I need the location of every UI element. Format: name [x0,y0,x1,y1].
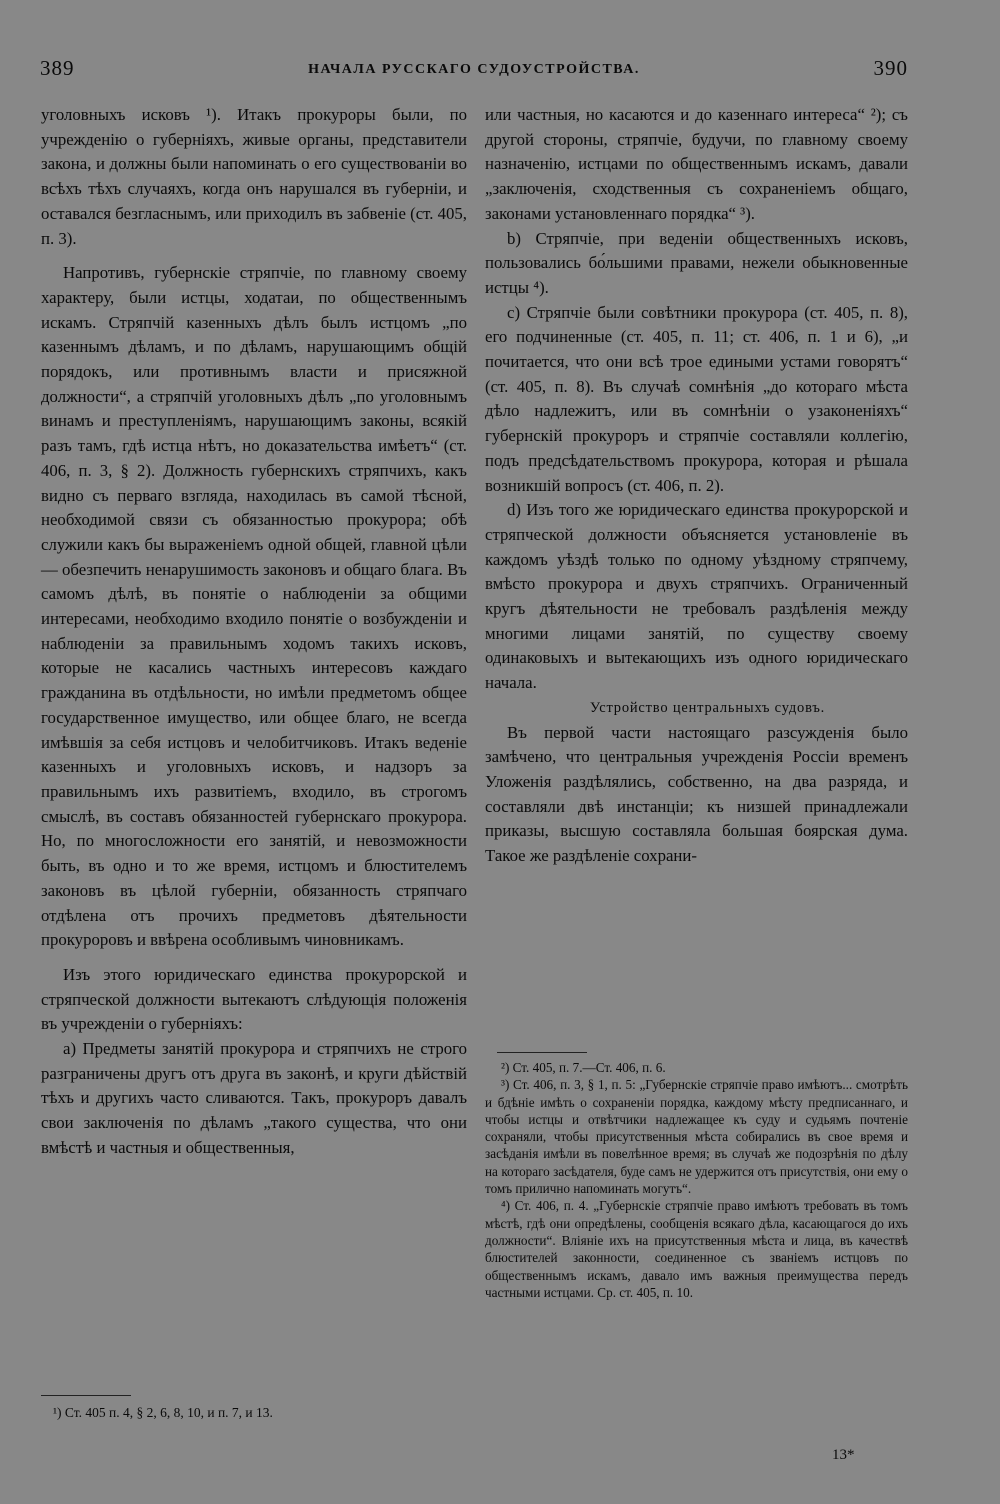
footnote-2: ²) Ст. 405, п. 7.—Ст. 406, п. 6. [501,1060,666,1075]
page-header [40,56,908,86]
page-number-right: 390 [873,56,908,80]
footnote-1: ¹) Ст. 405 п. 4, § 2, 6, 8, 10, и п. 7, и 13. [53,1405,273,1420]
paragraph: Въ первой части настоящаго разсужденія было замѣчено, что центральныя учрежденія Россіи временъ Уложенія раздѣлялись, собственно, на два разряда, и составляли двѣ инстанціи; къ низшей принадлежали приказы, высшую составляла большая боярская дума. Такое же раздѣленіе сохрани- [485,722,908,866]
section-heading: Устройство центральныхъ судовъ. [589,699,826,716]
paragraph: Напротивъ, губернскіе стряпчіе, по главному своему характеру, были истцы, ходатаи, по общественнымъ искамъ. Стряпчій казенныхъ дѣлъ былъ истцомъ „по казеннымъ дѣламъ, и по дѣламъ, нарушающимъ общій порядокъ, или противнымъ власти и присяжной должности“, а стряпчій уголовныхъ дѣлъ „по уголовнымъ винамъ и преступленіямъ, нарушающимъ законы, всякій разъ тамъ, гдѣ истца нѣтъ, но доказательства имѣетъ“ (ст. 406, п. 3, § 2). Должность губернскихъ стряпчихъ, какъ видно съ перваго взгляда, находилась въ самой тѣсной, необходимой связи съ обязанностью прокурора; обѣ служили какъ бы выраженіемъ одной общей, главной цѣли — обезпечить ненарушимость законовъ и общаго блага. Въ самомъ дѣлѣ, въ понятіе о наблюденіи за общими интересами, необходимо входило понятіе о возбужденіи и наблюденіи за правильнымъ ходомъ такихъ исковъ, которые не касались частныхъ интересовъ каждаго гражданина въ отдѣльности, но имѣли предметомъ общее государственное имущество, или общее благо, не всегда имѣвшія за себя истцовъ и челобитчиковъ. Итакъ веденіе казенныхъ и уголовныхъ исковъ, и надзоръ за правильнымъ ихъ развитіемъ, входило, въ строгомъ смыслѣ, въ составъ обязанностей губернскаго прокурора. Но, по многосложности его занятій, и невозможности быть, въ одно и то же время, истцомъ и блюстителемъ законовъ въ цѣлой губерніи, обязанность стряпчаго отдѣлена отъ прочихъ предметовъ дѣятельности прокуроровъ и ввѣрена особливымъ чиновникамъ. [41,263,467,950]
footnote-4: ⁴) Ст. 406, п. 4. „Губернскіе стряпчіе право имѣютъ требовать въ томъ мѣстѣ, гдѣ они опредѣлены, сообщенія всякаго дѣла, касающагося до ихъ должности“. Вліяніе ихъ на присутственныя мѣста и лица, въ качествѣ блюстителей законности, соединенное съ званіемъ истцовъ по общественнымъ искамъ, давало имъ важныя преимущества передъ частными истцами. Ср. ст. 405, п. 10. [485,1198,908,1300]
left-column [41,103,467,1161]
page-number-left: 389 [40,56,75,80]
paragraph: Изъ этого юридическаго единства прокурорской и стряпческой должности вытекаютъ слѣдующія положенія въ учрежденіи о губерніяхъ: [41,964,467,1034]
right-footnotes [485,1052,908,1301]
running-title: НАЧАЛА РУССКАГО СУДОУСТРОЙСТВА. [308,62,640,77]
footnote-3: ³) Ст. 406, п. 3, § 1, п. 5: „Губернскіе стряпчіе право имѣютъ... смотрѣть и бдѣніе имѣть о сохраненіи порядка, каждому мѣсту предписаннаго, и чтобы истцы и отвѣтчики надлежащее къ суду и судьямъ почтеніе сохраняли, чтобы присутственныя мѣста собирались въ свое время и засѣданія имѣли въ повелѣнное время; въ случаѣ же подозрѣнія по дѣлу на котораго засѣдателя, буде самъ не удержится отъ присутствія, они ему о томъ прилично напоминать могутъ“. [485,1077,908,1197]
paragraph: b) Стряпчіе, при веденіи общественныхъ исковъ, пользовались бо́льшими правами, нежели обыкновенные истцы ⁴). [485,228,908,297]
paragraph: d) Изъ того же юридическаго единства прокурорской и стряпческой должности объясняется установленіе въ каждомъ уѣздѣ только по одному уѣздному стряпчему, вмѣсто прокурора и двухъ стряпчихъ. Ограниченный кругъ дѣятельности не требовалъ раздѣленія между многими лицами занятій, по существу своему одинаковыхъ и вытекающихъ изъ одного юридическаго начала. [485,500,908,693]
paragraph: или частныя, но касаются и до казеннаго интереса“ ²); съ другой стороны, стряпчіе, будучи, по главному своему назначенію, истцами по общественнымъ искамъ, давали „заключенія, сходственныя съ сохраненіемъ общаго, законами установленнаго порядка“ ³). [485,105,908,223]
right-column [485,103,908,869]
footnote-rule [41,1395,131,1396]
footnote-rule [497,1052,587,1053]
paragraph: уголовныхъ исковъ ¹). Итакъ прокуроры были, по учрежденію о губерніяхъ, живые органы, представители закона, и должны были напоминать о его существованіи во всѣхъ тѣхъ случаяхъ, когда онъ нарушался въ губерніи, и оставался безгласнымъ, или приходилъ въ забвеніе (ст. 405, п. 3). [41,105,467,248]
paragraph: c) Стряпчіе были совѣтники прокурора (ст. 405, п. 8), его подчиненные (ст. 405, п. 11; ст. 406, п. 1 и 6), „и почитается, что они всѣ трое едиными устами говорятъ“ (ст. 405, п. 8). Въ случаѣ сомнѣнія „до котораго мѣста дѣло надлежитъ, или въ сомнѣніи о узаконеніяхъ“ губернскій прокуроръ и стряпчіе составляли коллегію, подъ предсѣдательствомъ прокурора, которая и рѣшала возникшій вопросъ (ст. 406, п. 2). [485,302,908,495]
paragraph: a) Предметы занятій прокурора и стряпчихъ не строго разграничены другъ отъ друга въ законѣ, и круги дѣйствій тѣхъ и другихъ часто сливаются. Такъ, прокуроръ давалъ свои заключенія по дѣламъ „такого существа, что они вмѣстѣ и частныя и общественныя, [41,1039,467,1157]
signature-mark: 13* [832,1447,855,1463]
